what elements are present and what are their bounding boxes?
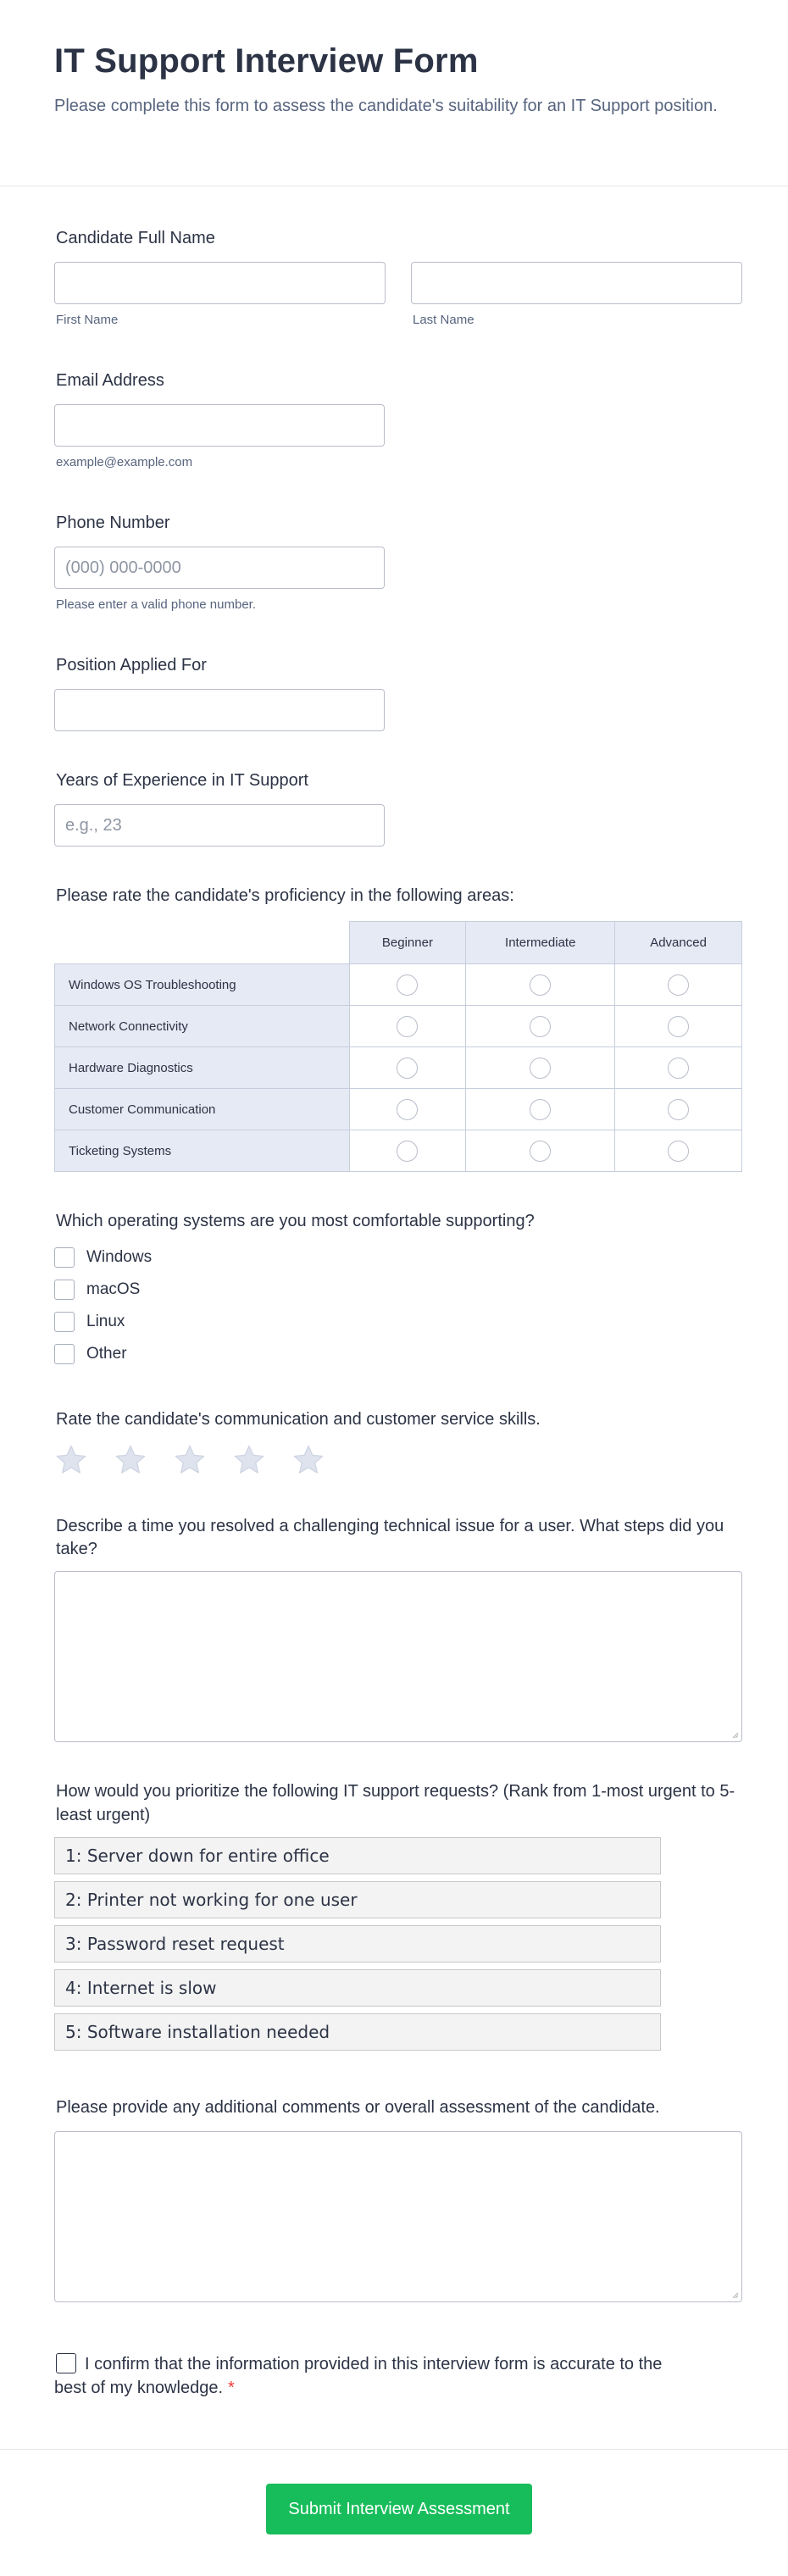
- os-option-windows[interactable]: [54, 1241, 742, 1274]
- first-name-input[interactable]: [54, 262, 386, 304]
- matrix-radio[interactable]: [397, 1099, 418, 1120]
- matrix-radio[interactable]: [530, 1099, 551, 1120]
- matrix-radio[interactable]: [530, 1141, 551, 1162]
- star-icon[interactable]: [54, 1443, 88, 1481]
- matrix-row-label: Customer Communication: [55, 1089, 350, 1130]
- comments-textarea[interactable]: [54, 2131, 742, 2302]
- matrix-radio[interactable]: [397, 1016, 418, 1037]
- star-icon[interactable]: [291, 1443, 325, 1481]
- os-option-label: macOS: [86, 1280, 141, 1298]
- form-header: [0, 0, 788, 186]
- checkbox[interactable]: [54, 1247, 75, 1268]
- email-sublabel: example@example.com: [56, 455, 193, 469]
- matrix-radio[interactable]: [668, 1058, 689, 1079]
- matrix-radio[interactable]: [397, 1058, 418, 1079]
- matrix-row-label: Ticketing Systems: [55, 1130, 350, 1172]
- form-footer: [0, 2449, 788, 2576]
- matrix-radio[interactable]: [397, 974, 418, 996]
- os-option-other[interactable]: [54, 1338, 742, 1370]
- matrix-radio[interactable]: [530, 974, 551, 996]
- os-label: Which operating systems are you most comfortable supporting?: [56, 1212, 535, 1230]
- last-name-input[interactable]: [411, 262, 742, 304]
- phone-sublabel: Please enter a valid phone number.: [56, 597, 256, 612]
- star-icon[interactable]: [114, 1443, 147, 1481]
- matrix-radio[interactable]: [668, 1099, 689, 1120]
- ranking-label: How would you prioritize the following IT support requests? (Rank from 1-most urgent to 5-least urgent): [56, 1782, 735, 1824]
- matrix-col-advanced: Advanced: [615, 922, 742, 964]
- form-subtitle: Please complete this form to assess the candidate's suitability for an IT Support position.: [54, 97, 718, 115]
- matrix-radio[interactable]: [668, 1016, 689, 1037]
- matrix-row: [55, 964, 742, 1006]
- resize-grip-icon[interactable]: [730, 2290, 739, 2299]
- os-option-label: Windows: [86, 1248, 153, 1266]
- star-rating: [54, 1443, 742, 1481]
- matrix-corner: [55, 922, 350, 964]
- matrix-radio[interactable]: [668, 974, 689, 996]
- matrix-row-label: Network Connectivity: [55, 1006, 350, 1047]
- first-name-sublabel: First Name: [56, 313, 119, 327]
- rank-item[interactable]: 3: Password reset request: [54, 1925, 661, 1963]
- confirm-label: I confirm that the information provided in this interview form is accurate to the best of my knowledge.: [54, 2355, 663, 2397]
- comments-label: Please provide any additional comments or overall assessment of the candidate.: [56, 2098, 660, 2117]
- candidate-name-label: Candidate Full Name: [56, 229, 215, 247]
- rank-item[interactable]: 4: Internet is slow: [54, 1969, 661, 2007]
- experience-input[interactable]: e.g., 23: [54, 804, 385, 847]
- technical-issue-textarea[interactable]: [54, 1571, 742, 1742]
- os-option-macos[interactable]: [54, 1274, 742, 1306]
- checkbox[interactable]: [54, 1312, 75, 1332]
- matrix-row: [55, 1130, 742, 1172]
- matrix-radio[interactable]: [668, 1141, 689, 1162]
- required-mark: *: [228, 2379, 235, 2397]
- checkbox[interactable]: [54, 1280, 75, 1300]
- rank-item[interactable]: 2: Printer not working for one user: [54, 1881, 661, 1918]
- email-label: Email Address: [56, 371, 164, 390]
- proficiency-label: Please rate the candidate's proficiency in the following areas:: [56, 886, 514, 905]
- form-title: IT Support Interview Form: [54, 42, 479, 80]
- matrix-row-label: Hardware Diagnostics: [55, 1047, 350, 1089]
- checkbox[interactable]: [54, 1344, 75, 1364]
- email-input[interactable]: [54, 404, 385, 447]
- proficiency-matrix: [54, 921, 742, 1172]
- matrix-col-beginner: Beginner: [349, 922, 466, 964]
- last-name-sublabel: Last Name: [413, 313, 474, 327]
- proficiency-field: [54, 886, 742, 1172]
- matrix-radio[interactable]: [397, 1141, 418, 1162]
- os-option-label: Other: [86, 1345, 127, 1363]
- position-field: [54, 656, 385, 731]
- matrix-row: [55, 1089, 742, 1130]
- communication-rating-field: [54, 1410, 742, 1481]
- technical-issue-field: [54, 1515, 742, 1742]
- experience-field: [54, 771, 385, 847]
- matrix-radio[interactable]: [530, 1058, 551, 1079]
- matrix-row-label: Windows OS Troubleshooting: [55, 964, 350, 1006]
- os-option-label: Linux: [86, 1313, 125, 1330]
- os-field: [54, 1212, 742, 1370]
- rating-label: Rate the candidate's communication and customer service skills.: [56, 1410, 541, 1429]
- email-field: [54, 371, 385, 469]
- ranking-list: [54, 1837, 742, 2051]
- os-option-linux[interactable]: [54, 1306, 742, 1338]
- phone-label: Phone Number: [56, 514, 170, 532]
- resize-grip-icon[interactable]: [730, 1730, 739, 1739]
- star-icon[interactable]: [173, 1443, 207, 1481]
- position-label: Position Applied For: [56, 656, 207, 675]
- comments-field: [54, 2098, 742, 2302]
- ranking-field: [54, 1779, 742, 2057]
- matrix-col-intermediate: Intermediate: [466, 922, 615, 964]
- phone-field: [54, 514, 385, 612]
- confirm-field: [54, 2352, 698, 2400]
- matrix-radio[interactable]: [530, 1016, 551, 1037]
- star-icon[interactable]: [232, 1443, 266, 1481]
- matrix-row: [55, 1006, 742, 1047]
- matrix-row: [55, 1047, 742, 1089]
- position-input[interactable]: [54, 689, 385, 731]
- experience-label: Years of Experience in IT Support: [56, 771, 308, 790]
- confirm-checkbox[interactable]: [56, 2353, 76, 2373]
- technical-issue-label: Describe a time you resolved a challenging technical issue for a user. What steps did you take?: [56, 1517, 724, 1558]
- candidate-name-field: [54, 229, 742, 327]
- submit-button[interactable]: Submit Interview Assessment: [266, 2484, 532, 2534]
- phone-input[interactable]: (000) 000-0000: [54, 547, 385, 589]
- rank-item[interactable]: 1: Server down for entire office: [54, 1837, 661, 1874]
- rank-item[interactable]: 5: Software installation needed: [54, 2013, 661, 2051]
